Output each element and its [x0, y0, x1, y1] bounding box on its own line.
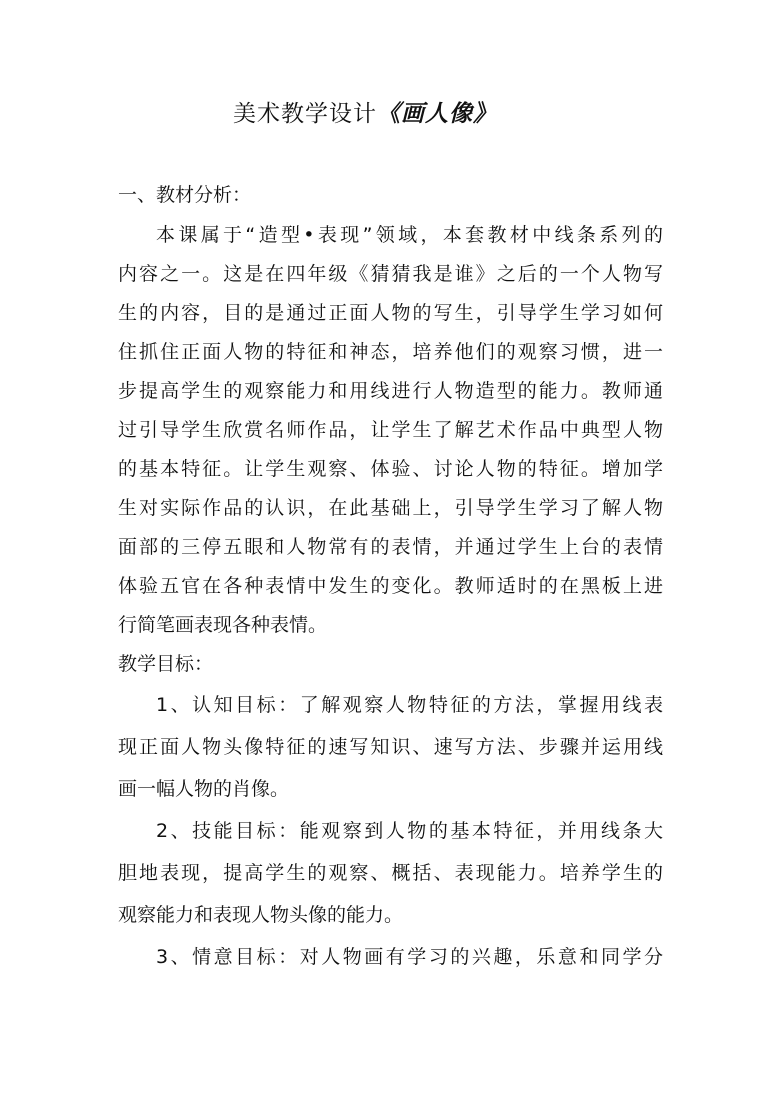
goal-affective	[118, 936, 663, 978]
title-lesson-name: 《画人像》	[377, 101, 497, 127]
paragraph-line: 内容之一。这是在四年级《猜猜我是谁》之后的一个人物写	[118, 263, 663, 285]
paragraph-line: 现正面人物头像特征的速写知识、速写方法、步骤并运用线	[118, 736, 663, 758]
page-title	[0, 98, 730, 130]
document-body	[118, 174, 663, 978]
paragraph-line: 胆地表现，提高学生的观察、概括、表现能力。培养学生的	[118, 862, 663, 884]
analysis-paragraph	[118, 216, 663, 645]
paragraph-line: 体验五官在各种表情中发生的变化。教师适时的在黑板上进	[118, 575, 663, 597]
paragraph-line: 生的内容，目的是通过正面人物的写生，引导学生学习如何	[118, 302, 663, 324]
section-heading-analysis: 一、教材分析：	[118, 184, 252, 206]
paragraph-line: 面部的三停五眼和人物常有的表情，并通过学生上台的表情	[118, 536, 663, 558]
paragraph-line: 3、情意目标：对人物画有学习的兴趣，乐意和同学分	[156, 946, 663, 968]
paragraph-line: 生对实际作品的认识，在此基础上，引导学生学习了解人物	[118, 497, 663, 519]
paragraph-line: 1、认知目标：了解观察人物特征的方法，掌握用线表	[156, 694, 663, 716]
paragraph-line: 2、技能目标：能观察到人物的基本特征，并用线条大	[156, 820, 663, 842]
paragraph-line: 行简笔画表现各种表情。	[118, 614, 328, 636]
paragraph-line: 画一幅人物的肖像。	[118, 778, 290, 800]
paragraph-line: 住抓住正面人物的特征和神态，培养他们的观察习惯，进一	[118, 341, 663, 363]
paragraph-line: 过引导学生欣赏名师作品，让学生了解艺术作品中典型人物	[118, 419, 663, 441]
paragraph-line: 的基本特征。让学生观察、体验、讨论人物的特征。增加学	[118, 458, 663, 480]
paragraph-line: 步提高学生的观察能力和用线进行人物造型的能力。教师通	[118, 380, 663, 402]
title-main: 美术教学设计	[233, 101, 377, 127]
goal-skill	[118, 810, 663, 936]
goal-cognitive	[118, 684, 663, 810]
paragraph-line: 观察能力和表现人物头像的能力。	[118, 904, 404, 926]
paragraph-line: 本课属于“造型•表现”领域，本套教材中线条系列的	[156, 224, 663, 246]
section-heading-goals: 教学目标：	[118, 653, 214, 675]
